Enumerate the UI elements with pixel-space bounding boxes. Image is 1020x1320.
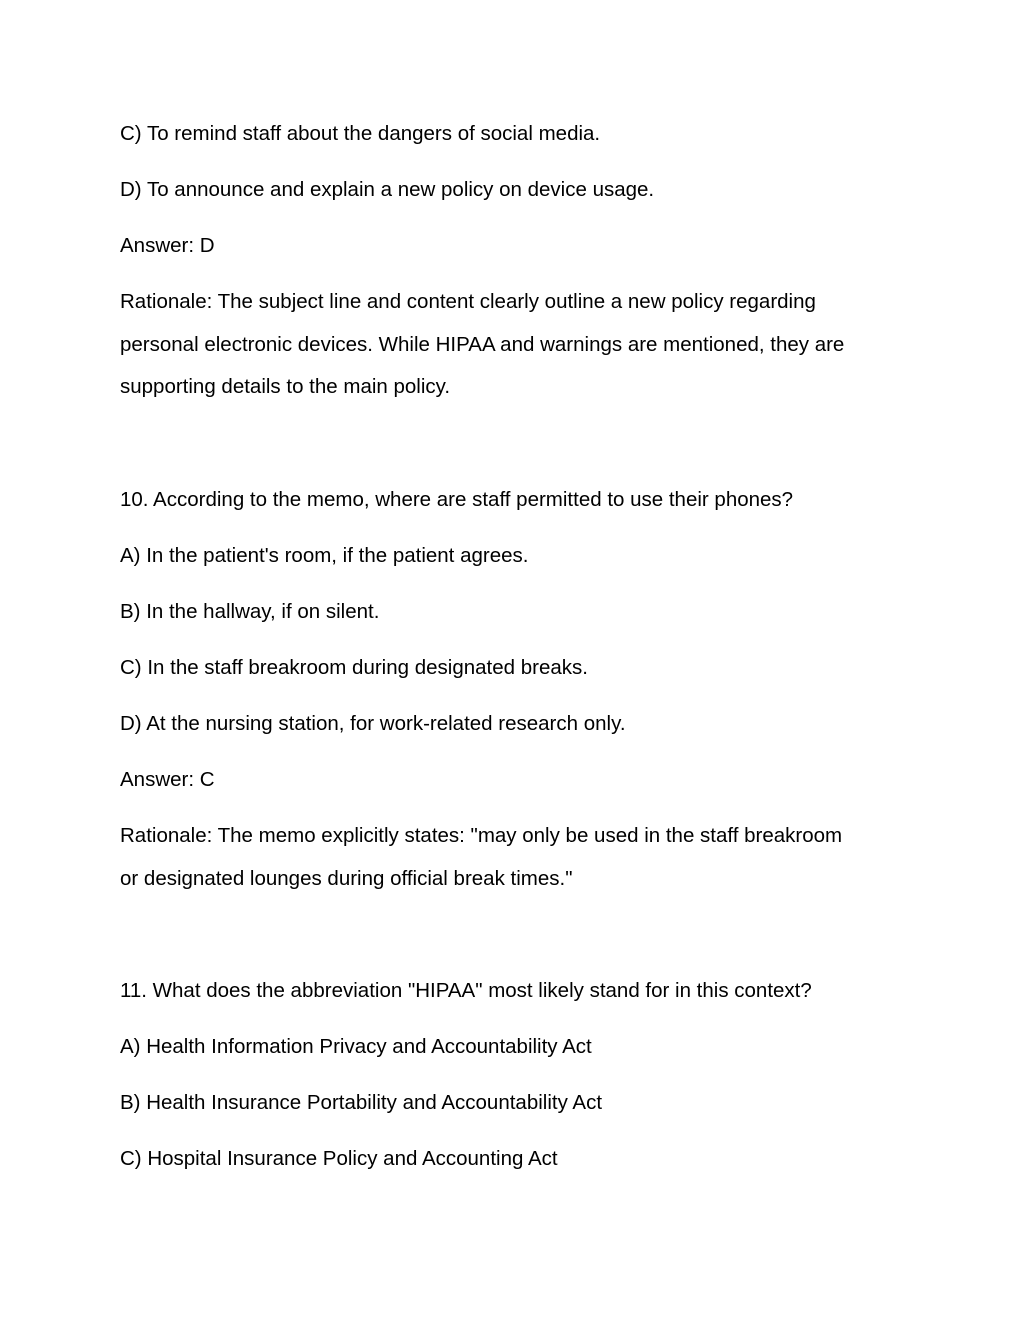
q11-option-b: B) Health Insurance Portability and Accountability Act bbox=[120, 1091, 603, 1114]
q10-option-a: A) In the patient's room, if the patient agrees. bbox=[120, 544, 529, 567]
q9-rationale-line-3: supporting details to the main policy. bbox=[120, 375, 451, 398]
q10-option-d: D) At the nursing station, for work-related research only. bbox=[120, 712, 626, 735]
q9-option-c: C) To remind staff about the dangers of social media. bbox=[120, 122, 601, 145]
q9-rationale-line-1: Rationale: The subject line and content clearly outline a new policy regarding bbox=[120, 290, 816, 313]
q10-answer: Answer: C bbox=[120, 768, 215, 791]
q11-option-c: C) Hospital Insurance Policy and Accounting Act bbox=[120, 1147, 558, 1170]
q9-rationale-line-2: personal electronic devices. While HIPAA and warnings are mentioned, they are bbox=[120, 333, 845, 356]
q10-rationale-line-1: Rationale: The memo explicitly states: "may only be used in the staff breakroom bbox=[120, 824, 843, 847]
q9-option-d: D) To announce and explain a new policy on device usage. bbox=[120, 178, 655, 201]
q10-option-c: C) In the staff breakroom during designated breaks. bbox=[120, 656, 588, 679]
q9-answer: Answer: D bbox=[120, 234, 215, 257]
q11-question: 11. What does the abbreviation "HIPAA" most likely stand for in this context? bbox=[120, 979, 812, 1002]
q10-rationale-line-2: or designated lounges during official break times." bbox=[120, 867, 573, 890]
q10-question: 10. According to the memo, where are staff permitted to use their phones? bbox=[120, 488, 794, 511]
q11-option-a: A) Health Information Privacy and Accountability Act bbox=[120, 1035, 592, 1058]
q10-option-b: B) In the hallway, if on silent. bbox=[120, 600, 380, 623]
